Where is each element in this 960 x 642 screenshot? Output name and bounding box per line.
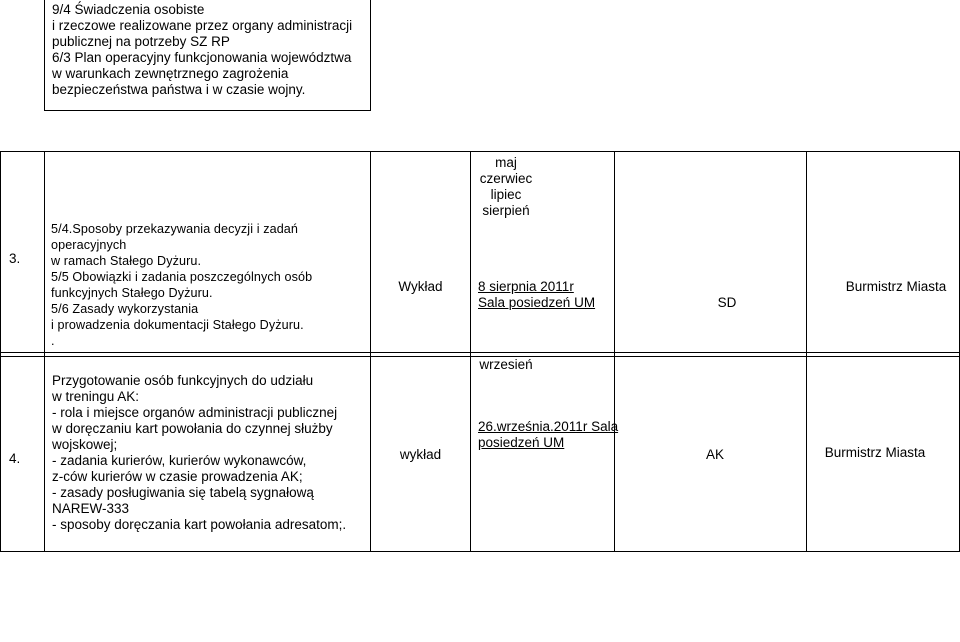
- table-bottom-border: [0, 551, 960, 552]
- top-block-left-border: [44, 0, 45, 110]
- row-4-desc-line-9: NAREW-333: [52, 501, 130, 516]
- row-4-description: [45, 357, 370, 551]
- row-4-form: wykład: [399, 447, 442, 462]
- row-4-desc-line-1: Przygotowanie osób funkcyjnych do udziału: [52, 373, 314, 388]
- row-4-responsible: Burmistrz Miasta: [824, 445, 926, 460]
- row-3-month-4: sierpień: [482, 203, 530, 218]
- row-4-desc-line-4: w doręczaniu kart powołania do czynnej służby: [52, 421, 333, 436]
- col-border-2: [370, 151, 371, 552]
- row-4-desc-line-7: z-ców kurierów w czasie prowadzenia AK;: [52, 469, 303, 484]
- row-3-number: 3.: [9, 251, 21, 266]
- row-4-date: 26.września.2011r Sala: [478, 419, 619, 434]
- row-4-number: 4.: [9, 451, 21, 466]
- row-4-desc-line-5: wojskowej;: [52, 437, 118, 452]
- top-line-2: i rzeczowe realizowane przez organy administracji: [52, 18, 353, 33]
- row-3-participants: SD: [717, 295, 737, 310]
- top-block-right-border: [370, 0, 371, 110]
- row-4-desc-line-8: - zasady posługiwania się tabelą sygnałową: [52, 485, 314, 500]
- row-3-desc-line-3: w ramach Stałego Dyżuru.: [51, 254, 202, 268]
- row-4-desc-line-10: - sposoby doręczania kart powołania adresatom;.: [52, 517, 347, 532]
- col-border-5: [806, 151, 807, 552]
- top-text-cell: [45, 0, 370, 110]
- row-4-participants: AK: [705, 447, 724, 462]
- row-3-schedule: [471, 152, 614, 352]
- top-line-5: w warunkach zewnętrznego zagrożenia: [52, 66, 289, 81]
- row-3-month-3: lipiec: [490, 187, 522, 202]
- row-3-desc-line-6: 5/6 Zasady wykorzystania: [51, 302, 199, 316]
- row-4-desc-line-3: - rola i miejsce organów administracji publicznej: [52, 405, 338, 420]
- row-3-desc-line-2: operacyjnych: [51, 238, 127, 252]
- row-3-month-2: czerwiec: [479, 171, 533, 186]
- top-line-3: publicznej na potrzeby SZ RP: [52, 34, 230, 49]
- row-3-responsible: Burmistrz Miasta: [845, 279, 947, 294]
- col-border-0: [0, 151, 1, 552]
- top-line-1: 9/4 Świadczenia osobiste: [52, 2, 205, 17]
- row-3-date: 8 sierpnia 2011r: [478, 279, 574, 294]
- row-3-month-1: maj: [495, 155, 517, 170]
- top-line-6: bezpieczeństwa państwa i w czasie wojny.: [52, 82, 306, 97]
- row-3-desc-line-7: i prowadzenia dokumentacji Stałego Dyżuru.: [51, 318, 304, 332]
- row-4-desc-line-2: w treningu AK:: [52, 389, 140, 404]
- row-3-desc-line-5: funkcyjnych Stałego Dyżuru.: [51, 286, 213, 300]
- row-3-desc-line-8: .: [51, 334, 55, 348]
- top-line-4: 6/3 Plan operacyjny funkcjonowania województwa: [52, 50, 352, 65]
- row-separator-top: [0, 352, 960, 353]
- top-block-bottom-border: [44, 110, 371, 111]
- row-4-month-1: wrzesień: [479, 357, 533, 372]
- row-4-schedule: [471, 357, 619, 551]
- row-3-description: [45, 152, 370, 352]
- row-4-place: posiedzeń UM: [478, 435, 565, 450]
- row-3-place: Sala posiedzeń UM: [478, 295, 596, 310]
- row-3-desc-line-4: 5/5 Obowiązki i zadania poszczególnych osób: [51, 270, 313, 284]
- row-4-desc-line-6: - zadania kurierów, kurierów wykonawców,: [52, 453, 307, 468]
- row-3-form: Wykład: [398, 279, 443, 294]
- row-3-desc-line-1: 5/4.Sposoby przekazywania decyzji i zadań: [51, 222, 299, 236]
- col-border-4: [614, 151, 615, 552]
